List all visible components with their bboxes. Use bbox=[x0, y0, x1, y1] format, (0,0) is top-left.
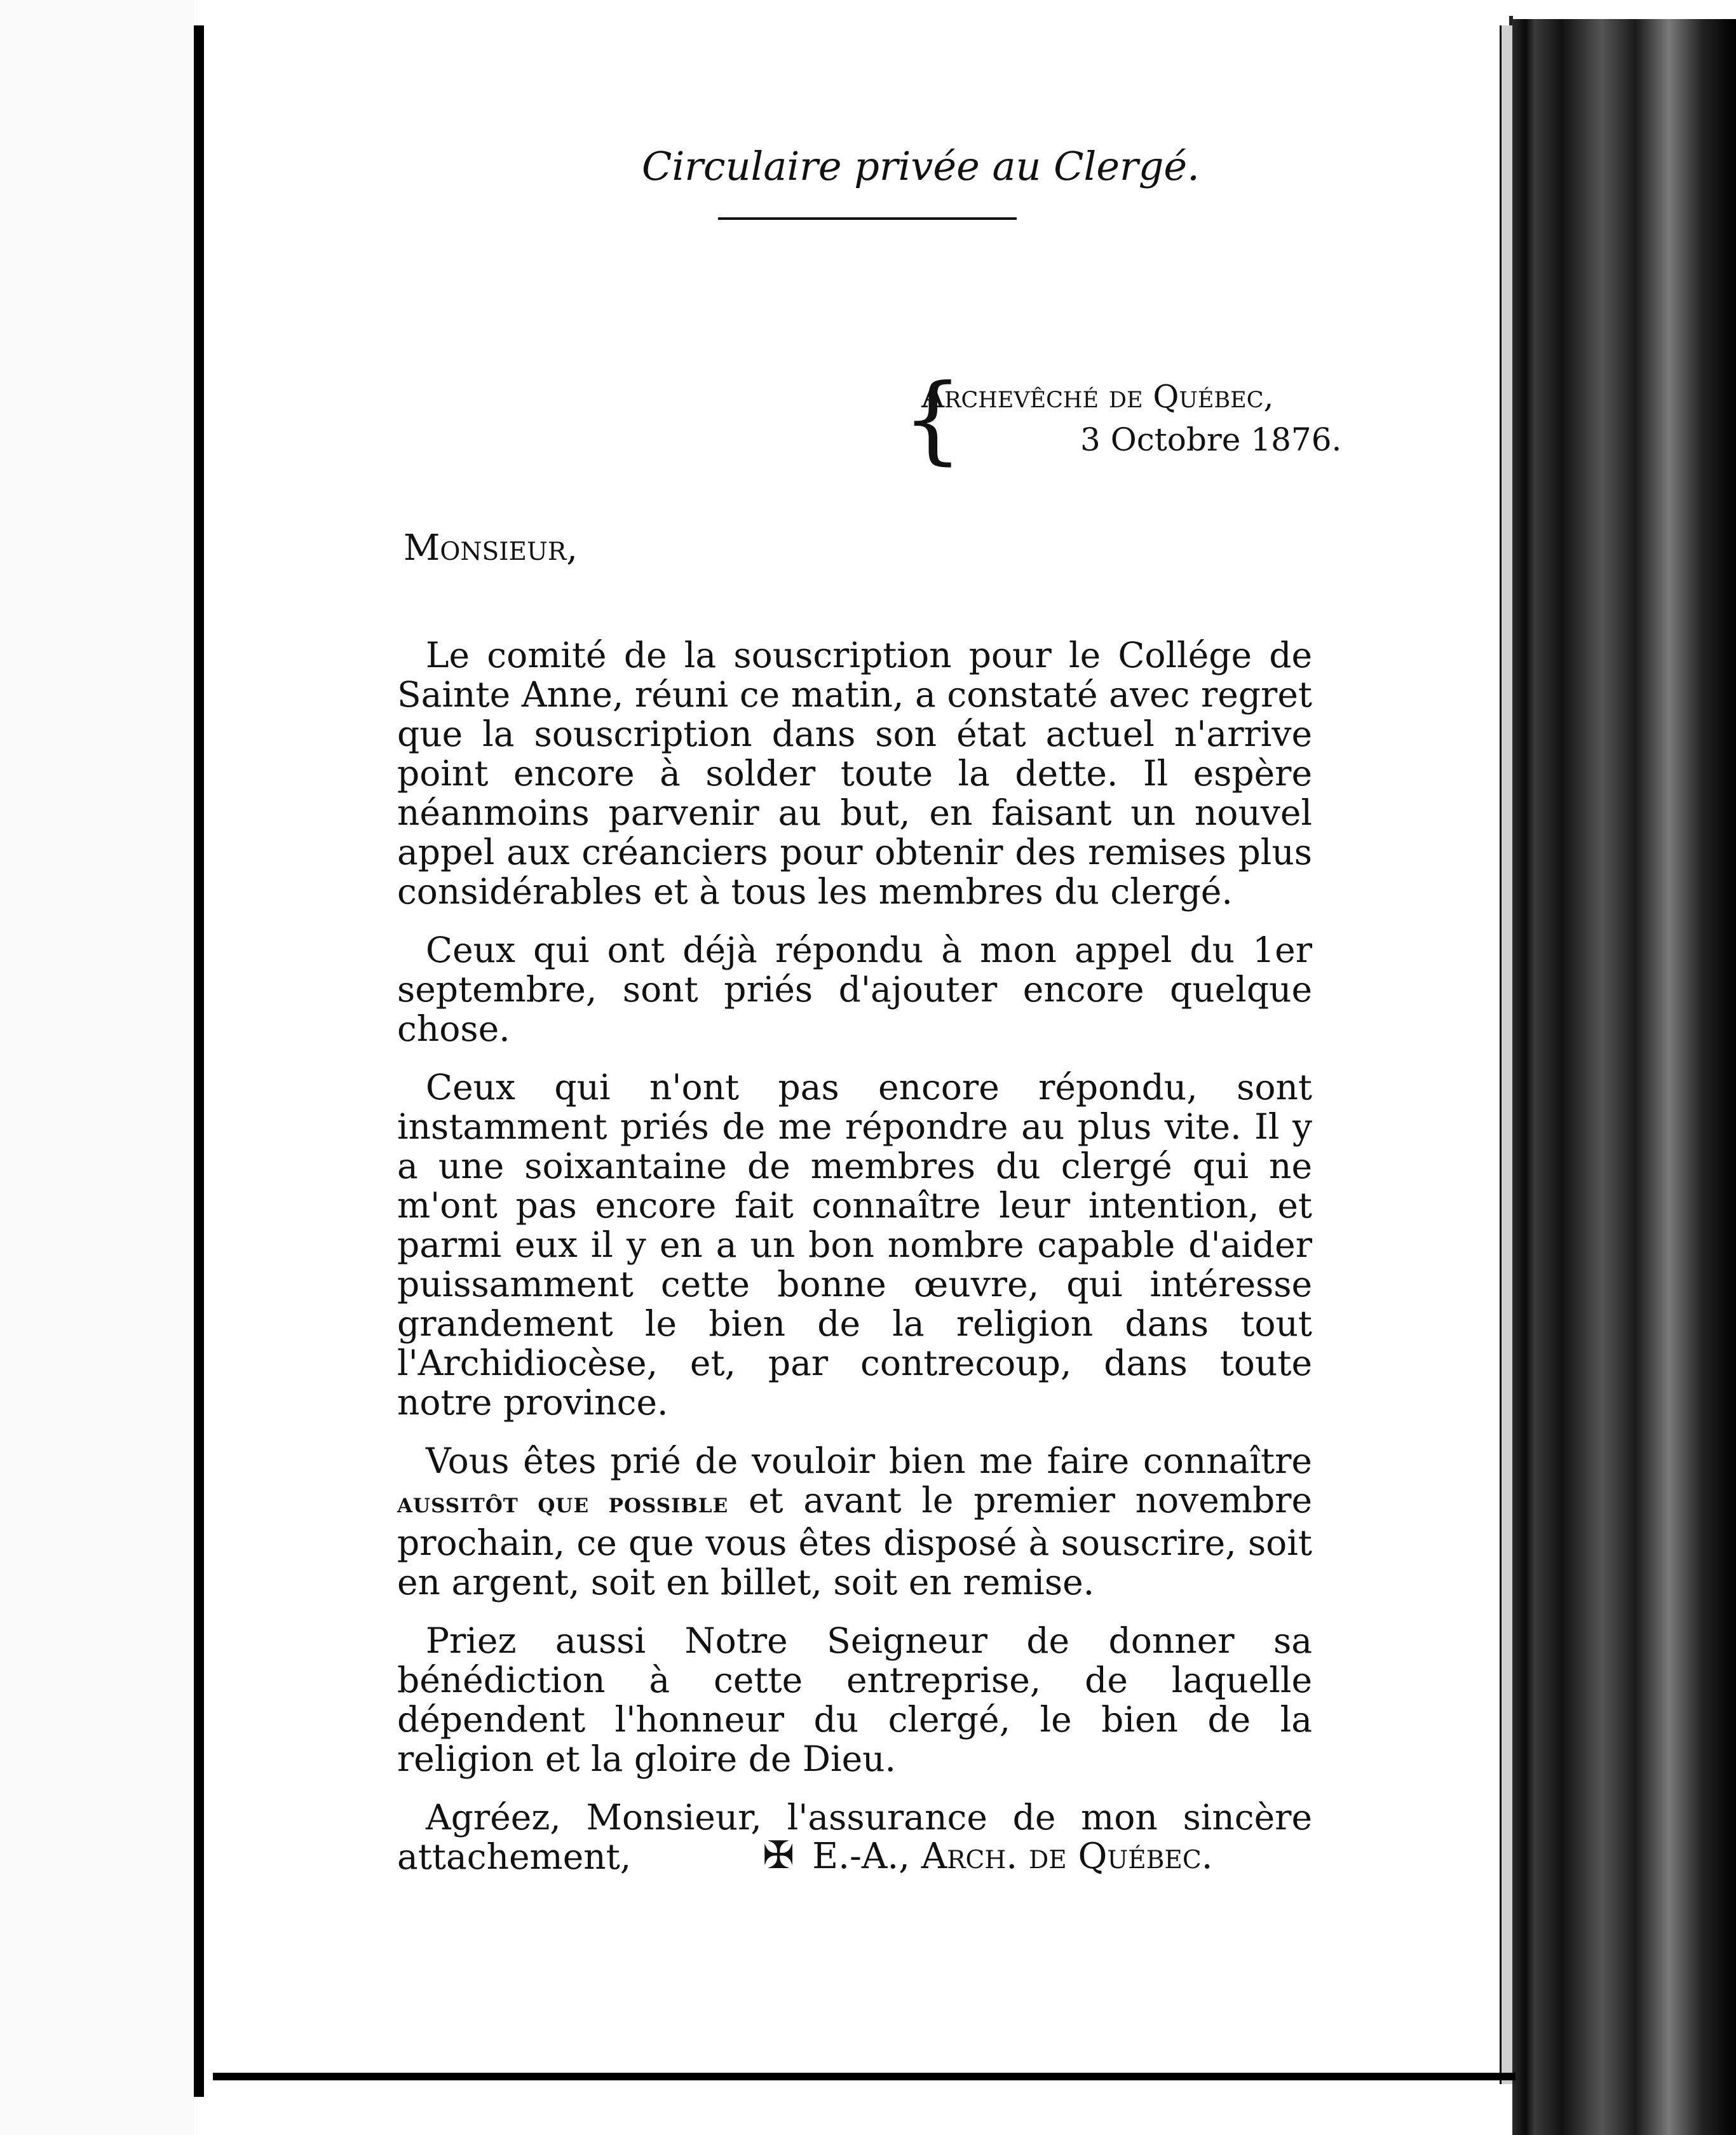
left-margin bbox=[0, 0, 194, 2135]
dateline-place: Archevêché de Québec, bbox=[921, 378, 1274, 415]
paragraph-5: Priez aussi Notre Seigneur de donner sa bénédiction à cette entreprise, de laquelle dépendent l'honneur du clergé, le bien de la religion et la gloire de Dieu. bbox=[397, 1620, 1312, 1779]
paragraph-3: Ceux qui n'ont pas encore répondu, sont instamment priés de me répondre au plus vite. Il y a une soixantaine de membres du clergé qui ne m'ont pas encore fait connaître leur intention, et parmi eux il y en a un bon nombre capable d'aider puissamment cette bonne œuvre, qui intéresse grandement le bien de la religion dans tout l'Archidiocèse, et, par contrecoup, dans toute notre province. bbox=[397, 1067, 1312, 1423]
bottom-page-edge bbox=[213, 2073, 1516, 2080]
book-spine-edge bbox=[1512, 19, 1736, 2135]
paragraph-2: Ceux qui ont déjà répondu à mon appel du 1er septembre, sont priés d'ajouter encore quelque chose. bbox=[397, 930, 1312, 1049]
paragraph-4 bbox=[397, 1441, 1312, 1602]
brace-icon: { bbox=[902, 364, 963, 475]
paragraph-4-start: Vous êtes prié de vouloir bien me faire connaître bbox=[426, 1440, 1312, 1481]
signature-text: E.-A., Arch. de Québec. bbox=[812, 1836, 1213, 1877]
signature bbox=[763, 1833, 1213, 1878]
cross-icon: ✠ bbox=[763, 1833, 795, 1878]
paragraph-1: Le comité de la souscription pour le Collége de Sainte Anne, réuni ce matin, a constaté avec regret que la souscription dans son état actuel n'arrive point encore à solder toute la dette. Il espère néanmoins parvenir au but, en faisant un nouvel appel aux créanciers pour obtenir des remises plus considérables et à tous les membres du clergé. bbox=[397, 635, 1312, 912]
letter-body bbox=[397, 635, 1312, 1895]
dateline-date: 3 Octobre 1876. bbox=[1080, 421, 1342, 458]
paragraph-4-emphasis: aussitôt que possible bbox=[397, 1487, 729, 1519]
paragraph-4-end: et avant le premier novembre prochain, ce que vous êtes disposé à souscrire, soit en argent, soit en billet, soit en remise. bbox=[397, 1480, 1312, 1603]
left-page-edge bbox=[194, 25, 204, 2097]
closing: Agréez, Monsieur, l'assurance de mon sincère attachement, bbox=[397, 1797, 1312, 1877]
salutation: Monsieur, bbox=[403, 527, 578, 569]
title-underline bbox=[718, 217, 1017, 220]
page-title: Circulaire privée au Clergé. bbox=[642, 143, 1200, 189]
